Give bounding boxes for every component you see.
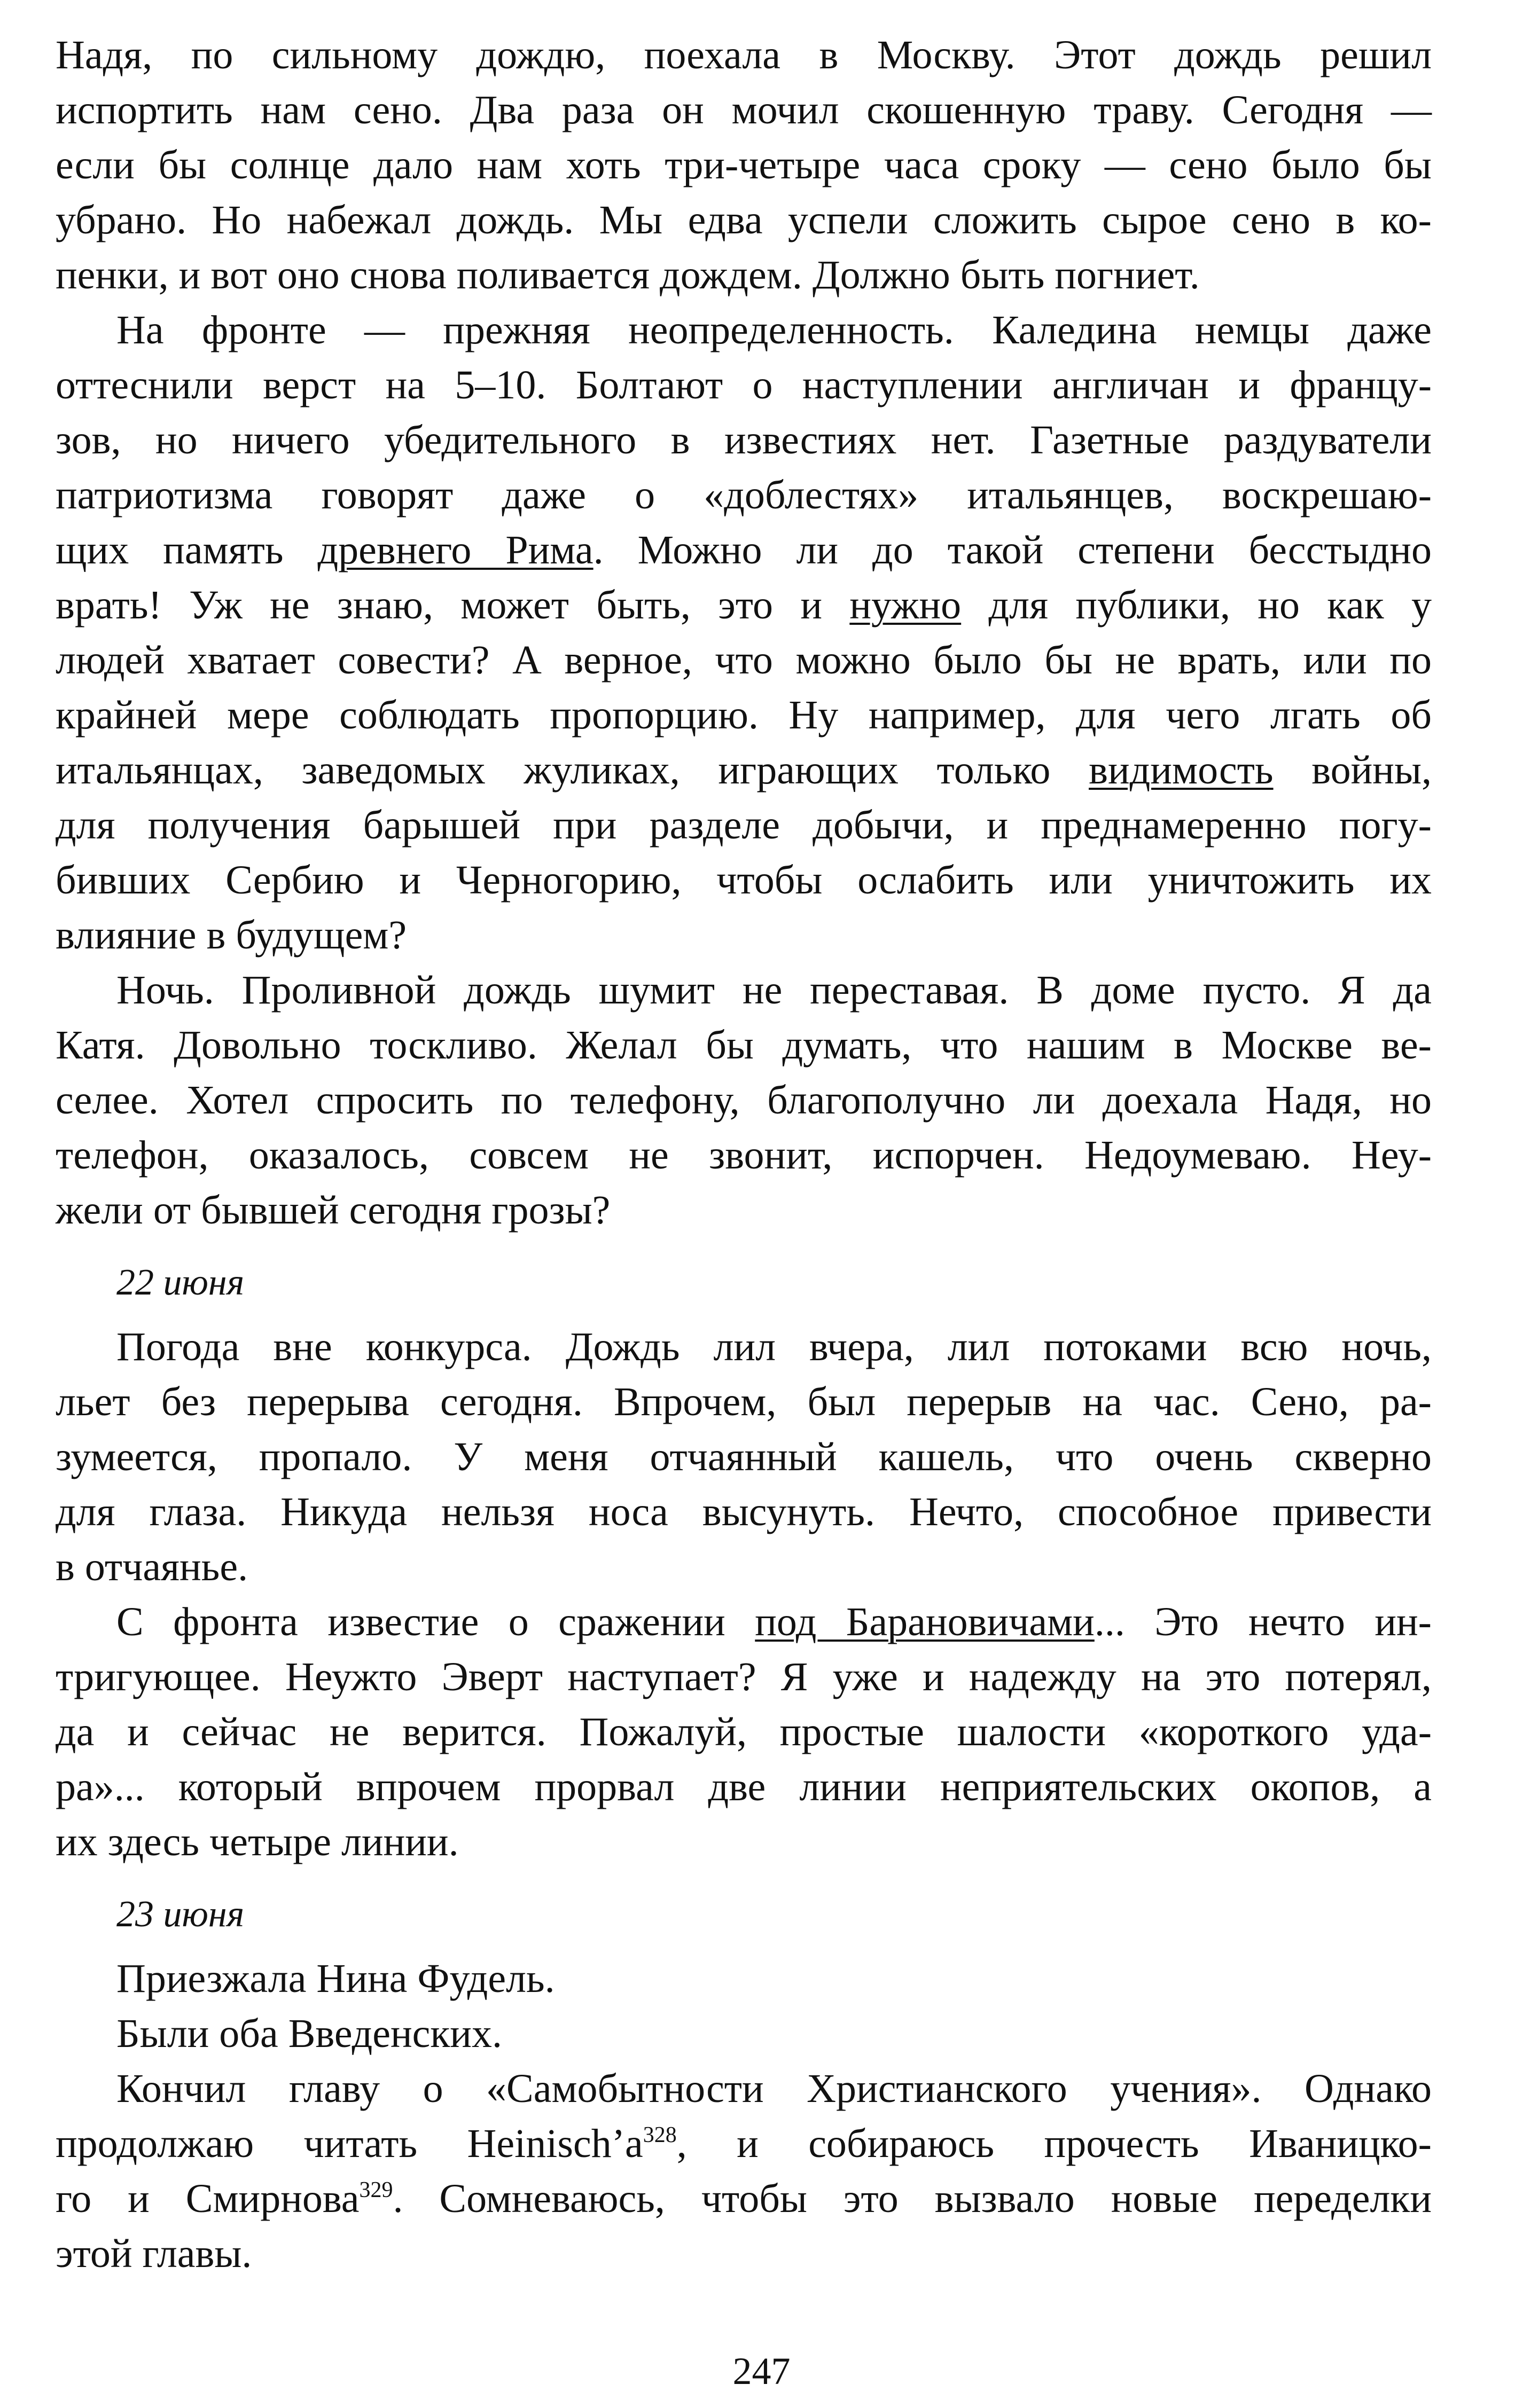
paragraph-8 <box>56 2061 1432 2281</box>
footnote-ref: 328 <box>643 2123 677 2147</box>
text-span: , и собираюсь прочесть Иваницко- <box>676 2121 1432 2166</box>
text-line: тригующее. Неужто Эверт наступает? Я уже и надежду на это потерял, <box>56 1654 1432 1699</box>
text-span: ... Это нечто ин- <box>1094 1599 1432 1644</box>
text-line: зов, но ничего убедительного в известиях нет. Газетные раздуватели <box>56 418 1432 462</box>
paragraph-4 <box>56 1320 1432 1595</box>
paragraph-2 <box>56 303 1432 963</box>
text-line: пенки, и вот оно снова поливается дождем. Должно быть погниет. <box>56 253 1200 297</box>
text-span: щих память <box>56 528 318 572</box>
text-span: го и Смирнова <box>56 2176 360 2221</box>
text-line: льет без перерыва сегодня. Впрочем, был перерыв на час. Сено, ра- <box>56 1379 1432 1424</box>
paragraph-5 <box>56 1595 1432 1870</box>
text-line: да и сейчас не верится. Пожалуй, простые шалости «короткого уда- <box>56 1709 1432 1754</box>
text-line: жели от бывшей сегодня грозы? <box>56 1188 611 1233</box>
text-line: На фронте — прежняя неопределенность. Каледина немцы даже <box>116 308 1432 352</box>
text-line: оттеснили верст на 5–10. Болтают о наступлении англичан и францу- <box>56 363 1432 407</box>
text-span: . Можно ли до такой степени бесстыдно <box>593 528 1432 572</box>
text-line <box>56 578 1432 633</box>
paragraph-7 <box>56 2006 1432 2061</box>
text-line: Погода вне конкурса. Дождь лил вчера, лил потоками всю ночь, <box>116 1324 1432 1369</box>
footnote-ref: 329 <box>359 2178 393 2202</box>
text-line <box>56 743 1432 798</box>
text-line: Приезжала Нина Фудель. <box>116 1956 555 2001</box>
text-span: С фронта известие о сражении <box>116 1599 755 1644</box>
text-line: бивших Сербию и Черногорию, чтобы ослабить или уничтожить их <box>56 858 1432 903</box>
text-line: зумеется, пропало. У меня отчаянный кашель, что очень скверно <box>56 1434 1432 1479</box>
text-line: телефон, оказалось, совсем не звонит, испорчен. Недоумеваю. Неу- <box>56 1133 1432 1178</box>
text-line: крайней мере соблюдать пропорцию. Ну например, для чего лгать об <box>56 693 1432 738</box>
text-span: продолжаю читать Heinisch’a <box>56 2121 643 2166</box>
text-line: ра»... который впрочем прорвал две линии неприятельских окопов, а <box>56 1764 1432 1809</box>
underlined-text: древнего Рима <box>317 528 593 572</box>
text-line: в отчаянье. <box>56 1544 248 1589</box>
text-line: испортить нам сено. Два раза он мочил скошенную траву. Сегодня — <box>56 88 1432 132</box>
text-span: врать! Уж не знаю, может быть, это и <box>56 583 850 628</box>
text-line: их здесь четыре линии. <box>56 1819 459 1864</box>
underlined-text: видимость <box>1089 748 1274 793</box>
text-line: селее. Хотел спросить по телефону, благополучно ли доехала Надя, но <box>56 1078 1432 1123</box>
underlined-text: под Барановичами <box>755 1599 1095 1644</box>
text-span: для публики, но как у <box>961 583 1432 628</box>
text-line: патриотизма говорят даже о «доблестях» итальянцев, воскрешаю- <box>56 473 1432 517</box>
text-line <box>56 523 1432 578</box>
text-line: людей хватает совести? А верное, что можно было бы не врать, или по <box>56 638 1432 683</box>
text-line <box>56 2171 1432 2226</box>
entry-date: 22 июня <box>116 1262 245 1303</box>
text-line: если бы солнце дало нам хоть три-четыре часа сроку — сено было бы <box>56 143 1432 187</box>
underlined-text: нужно <box>849 583 962 628</box>
text-line: убрано. Но набежал дождь. Мы едва успели сложить сырое сено в ко- <box>56 198 1432 242</box>
text-line: этой главы. <box>56 2231 252 2276</box>
text-line: Были оба Введенских. <box>116 2011 502 2056</box>
paragraph-3 <box>56 963 1432 1238</box>
text-line: Ночь. Проливной дождь шумит не переставая. В доме пусто. Я да <box>116 968 1432 1013</box>
paragraph-6 <box>56 1951 1432 2006</box>
text-line: Катя. Довольно тоскливо. Желал бы думать, что нашим в Москве ве- <box>56 1023 1432 1068</box>
text-line: для глаза. Никуда нельзя носа высунуть. Нечто, способное привести <box>56 1489 1432 1534</box>
page-number: 247 <box>732 2350 791 2393</box>
text-line: для получения барышей при разделе добычи, и преднамеренно погу- <box>56 803 1432 848</box>
text-line <box>56 2116 1432 2171</box>
text-span: итальянцах, заведомых жуликах, играющих только <box>56 748 1089 793</box>
text-line: Кончил главу о «Самобытности Христианского учения». Однако <box>116 2066 1432 2111</box>
text-line: Надя, по сильному дождю, поехала в Москву. Этот дождь решил <box>56 33 1432 77</box>
text-span: . Сомневаюсь, чтобы это вызвало новые переделки <box>393 2176 1432 2221</box>
entry-date: 23 июня <box>116 1894 245 1935</box>
text-line <box>56 1595 1432 1650</box>
text-line: влияние в будущем? <box>56 913 407 958</box>
page-text <box>56 28 1432 2281</box>
paragraph-1 <box>56 28 1432 303</box>
text-span: войны, <box>1273 748 1432 793</box>
